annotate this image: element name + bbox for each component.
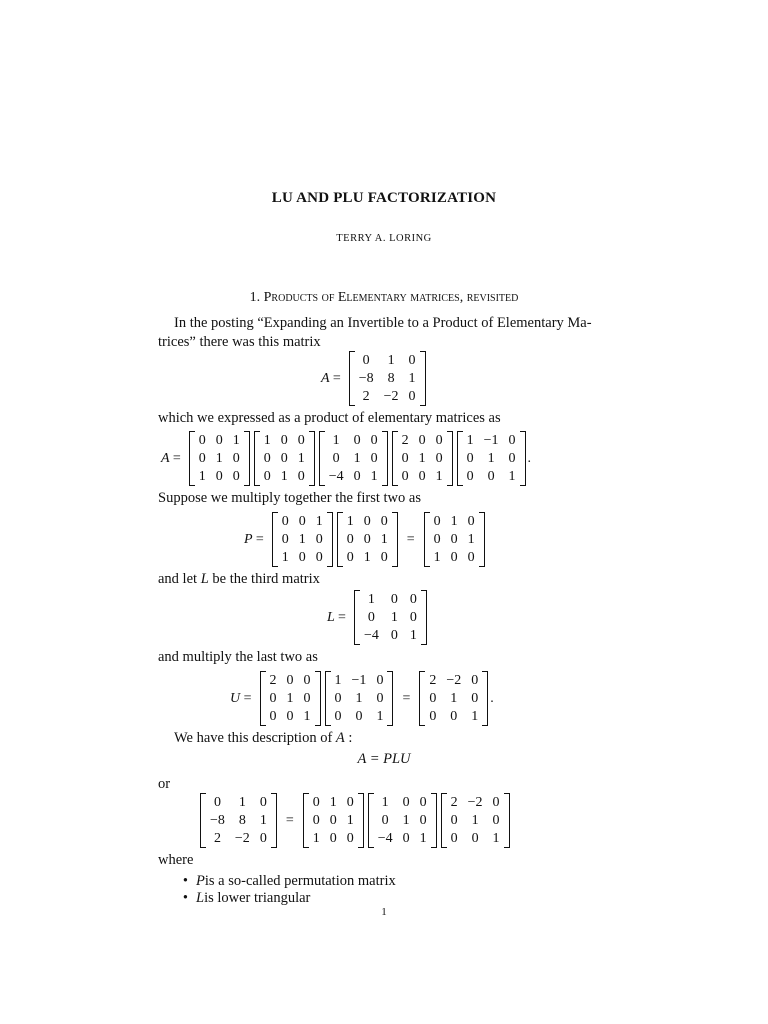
matrix-entry: 1 (387, 353, 395, 368)
matrix-entry: −2 (234, 831, 250, 846)
matrix-entry: 1 (450, 691, 458, 706)
matrix-entries (206, 793, 271, 848)
matrix-entry: 1 (312, 831, 320, 846)
matrix-A (200, 793, 277, 848)
matrix-entry: 0 (363, 514, 371, 529)
matrix-E4 (260, 671, 321, 726)
matrix-entry: 0 (367, 610, 375, 625)
matrix-entry: 0 (433, 514, 441, 529)
matrix-entry: 1 (238, 795, 246, 810)
matrix-entry: 0 (332, 451, 340, 466)
matrix-entry: 0 (355, 709, 363, 724)
matrix-entry: 1 (346, 813, 354, 828)
matrix-entries (278, 512, 327, 567)
matrix-entry: 0 (419, 795, 427, 810)
matrix-entry: 1 (492, 831, 500, 846)
equals-sign: = (406, 531, 415, 547)
equation-P (244, 512, 487, 567)
matrix-entry: 1 (232, 433, 240, 448)
matrix-entry: 0 (370, 451, 378, 466)
matrix-entry: 0 (467, 550, 475, 565)
matrix-entry: 1 (409, 628, 417, 643)
matrix-entry: 2 (450, 795, 458, 810)
matrix-entry: 2 (362, 389, 370, 404)
equation-U (230, 671, 494, 726)
matrix-entry: 0 (259, 795, 267, 810)
matrix-entry: −2 (467, 795, 483, 810)
matrix-entry: 0 (213, 795, 221, 810)
matrix-entry: 0 (346, 831, 354, 846)
matrix-entries (355, 351, 420, 406)
matrix-entry: 0 (450, 550, 458, 565)
matrix-entry: 0 (401, 451, 409, 466)
matrix-entry: 1 (418, 451, 426, 466)
matrix-entry: −1 (483, 433, 499, 448)
matrix-entry: 0 (466, 469, 474, 484)
matrix-entry: 1 (303, 709, 311, 724)
matrix-entry: 0 (402, 831, 410, 846)
matrix-entry: 1 (259, 813, 267, 828)
matrix-entry: 0 (280, 451, 288, 466)
matrix-entry: 0 (376, 691, 384, 706)
right-bracket (358, 793, 364, 848)
matrix-entry: 0 (269, 709, 277, 724)
matrix-entry: 0 (363, 532, 371, 547)
matrix-entry: 0 (329, 813, 337, 828)
matrix-entry: 2 (269, 673, 277, 688)
para1-line2: trices” there was this matrix (158, 334, 321, 350)
matrix-entry: −4 (363, 628, 379, 643)
list-item: • P is a so-called permutation matrix (182, 873, 396, 889)
matrix-entries (447, 793, 504, 848)
right-bracket (309, 431, 315, 486)
equation-A-definition (321, 351, 428, 406)
matrix-E3 (319, 431, 388, 486)
matrix-entry: 0 (298, 514, 306, 529)
equation-PLU-full (198, 793, 512, 848)
matrix-entry: 0 (409, 592, 417, 607)
right-bracket (479, 512, 485, 567)
right-bracket (421, 590, 427, 645)
right-bracket (387, 671, 393, 726)
matrix-entry: 0 (471, 673, 479, 688)
matrix-entry: 0 (346, 795, 354, 810)
matrix-entry: 1 (508, 469, 516, 484)
matrix-U (441, 793, 510, 848)
lhs-A: A = (161, 450, 181, 466)
matrix-entry: 1 (376, 709, 384, 724)
right-bracket (244, 431, 250, 486)
matrix-entry: 1 (280, 469, 288, 484)
paper-title: LU AND PLU FACTORIZATION (271, 190, 497, 206)
matrix-entry: 0 (232, 451, 240, 466)
matrix-entry: −8 (210, 813, 225, 828)
matrix-entries (463, 431, 520, 486)
matrix-entry: 0 (508, 451, 516, 466)
section-title: Products of Elementary matrices, revisited (263, 290, 519, 305)
matrix-entry: 0 (281, 532, 289, 547)
matrix-entry: 1 (390, 610, 398, 625)
matrix-entry: 0 (334, 709, 342, 724)
matrix-entry: 0 (263, 451, 271, 466)
equation-L (327, 590, 429, 645)
period: . (490, 690, 494, 706)
matrix-entry: 1 (370, 469, 378, 484)
matrix-entry: 8 (238, 813, 246, 828)
matrix-entry: 1 (367, 592, 375, 607)
matrix-entry: 0 (297, 469, 305, 484)
matrix-entry: 0 (312, 813, 320, 828)
matrix-entry: 0 (435, 451, 443, 466)
equation-A-PLU: A = PLU (357, 751, 411, 767)
matrix-entry: 0 (198, 451, 206, 466)
author-name: TERRY A. LORING (336, 233, 432, 244)
right-bracket (327, 512, 333, 567)
matrix-entry: 0 (286, 673, 294, 688)
matrix-entry: 0 (471, 691, 479, 706)
matrix-entries (309, 793, 358, 848)
matrix-entry: 1 (332, 433, 340, 448)
matrix-entry: 0 (215, 469, 223, 484)
right-bracket (271, 793, 277, 848)
right-bracket (504, 793, 510, 848)
matrix-entry: 0 (353, 469, 361, 484)
matrix-entries (374, 793, 431, 848)
equals-sign: = (402, 690, 411, 706)
matrix-entry: 1 (198, 469, 206, 484)
matrix-entry: 0 (303, 673, 311, 688)
matrix-entry: 1 (435, 469, 443, 484)
matrix-entry: 0 (232, 469, 240, 484)
matrix-entry: 1 (355, 691, 363, 706)
matrix-E2 (337, 512, 398, 567)
matrix-entry: 1 (363, 550, 371, 565)
matrix-P (303, 793, 364, 848)
matrix-entries (260, 431, 309, 486)
matrix-entry: −4 (377, 831, 393, 846)
matrix-entry: 0 (286, 709, 294, 724)
matrix-entries (425, 671, 482, 726)
matrix-L (354, 590, 427, 645)
matrix-E5 (457, 431, 526, 486)
matrix-entry: 1 (381, 795, 389, 810)
matrix-E1 (272, 512, 333, 567)
matrix-E2 (254, 431, 315, 486)
list-item: • L is lower triangular (182, 890, 311, 906)
lhs-U: U = (230, 690, 252, 706)
equation-A-product (161, 431, 531, 486)
matrix-entry: 1 (329, 795, 337, 810)
matrix-entry: 0 (487, 469, 495, 484)
matrix-entry: 0 (281, 514, 289, 529)
matrix-entry: 1 (471, 813, 479, 828)
matrix-entry: 1 (450, 514, 458, 529)
matrix-entry: 1 (467, 532, 475, 547)
matrix-entry: 0 (508, 433, 516, 448)
matrix-entry: 0 (450, 831, 458, 846)
matrix-entry: 1 (263, 433, 271, 448)
text-suppose: Suppose we multiply together the first two as (158, 490, 421, 506)
matrix-entry: 1 (297, 451, 305, 466)
matrix-entry: 0 (303, 691, 311, 706)
section-heading (0, 290, 768, 306)
matrix-E5 (325, 671, 394, 726)
matrix-entry: 1 (346, 514, 354, 529)
matrix-entries (398, 431, 447, 486)
matrix-entry: 0 (346, 550, 354, 565)
period: . (527, 450, 532, 466)
matrix-entry: 0 (418, 469, 426, 484)
matrix-entry: 1 (466, 433, 474, 448)
matrix-entry: 1 (408, 371, 416, 386)
matrix-entries (360, 590, 421, 645)
matrix-entry: 0 (198, 433, 206, 448)
lhs-P: P = (244, 531, 264, 547)
lhs-A: A = (321, 370, 341, 386)
matrix-entry: 1 (281, 550, 289, 565)
matrix-entry: 0 (376, 673, 384, 688)
equals-sign: = (285, 812, 294, 828)
matrix-entry: 0 (433, 532, 441, 547)
matrix-entry: 1 (419, 831, 427, 846)
matrix-entry: 0 (429, 691, 437, 706)
right-bracket (431, 793, 437, 848)
matrix-entry: 1 (471, 709, 479, 724)
matrix-entry: 0 (269, 691, 277, 706)
matrix-entries (343, 512, 392, 567)
matrix-entry: 0 (280, 433, 288, 448)
bullet-list (158, 873, 396, 907)
matrix-entry: 1 (215, 451, 223, 466)
matrix-entry: 2 (401, 433, 409, 448)
right-bracket (420, 351, 426, 406)
matrix-entry: 0 (315, 550, 323, 565)
matrix-entry: 1 (286, 691, 294, 706)
matrix-entry: 0 (380, 550, 388, 565)
text-or: or (158, 776, 171, 792)
matrix-P (424, 512, 485, 567)
right-bracket (315, 671, 321, 726)
matrix-L (368, 793, 437, 848)
matrix-entry: 1 (380, 532, 388, 547)
page-number: 1 (381, 906, 387, 918)
matrix-entries (195, 431, 244, 486)
matrix-entry: 0 (450, 532, 458, 547)
matrix-entry: 0 (419, 813, 427, 828)
matrix-entry: 0 (492, 795, 500, 810)
matrix-entry: 2 (429, 673, 437, 688)
text-let-L: and let L be the third matrix (158, 571, 320, 587)
matrix-entry: 0 (467, 514, 475, 529)
section-number: 1. (249, 290, 261, 305)
lhs-L: L = (327, 609, 346, 625)
matrix-entry: 0 (418, 433, 426, 448)
matrix-entry: 0 (346, 532, 354, 547)
matrix-entry: 0 (408, 389, 416, 404)
matrix-entry: 0 (370, 433, 378, 448)
matrix-entry: −4 (328, 469, 344, 484)
matrix-entry: 0 (263, 469, 271, 484)
matrix-U (419, 671, 488, 726)
matrix-entry: 0 (297, 433, 305, 448)
matrix-entry: 2 (213, 831, 221, 846)
matrix-entry: 0 (329, 831, 337, 846)
matrix-entry: 0 (466, 451, 474, 466)
matrix-entry: 8 (387, 371, 395, 386)
matrix-A (349, 351, 426, 406)
matrix-entry: 0 (380, 514, 388, 529)
matrix-entry: 0 (312, 795, 320, 810)
matrix-entry: 0 (435, 433, 443, 448)
matrix-entry: 0 (409, 610, 417, 625)
matrix-entry: 0 (450, 709, 458, 724)
matrix-entry: 0 (315, 532, 323, 547)
text-expressed: which we expressed as a product of elementary matrices as (158, 410, 501, 426)
matrix-entry: 0 (381, 813, 389, 828)
matrix-entry: 0 (334, 691, 342, 706)
matrix-entry: −8 (358, 371, 374, 386)
matrix-entry: 0 (471, 831, 479, 846)
matrix-entry: −2 (383, 389, 399, 404)
matrix-entry: 0 (362, 353, 370, 368)
matrix-entry: 0 (390, 592, 398, 607)
matrix-entry: −1 (351, 673, 367, 688)
matrix-entry: 1 (334, 673, 342, 688)
matrix-entry: 0 (298, 550, 306, 565)
text-description: We have this description of A : (174, 730, 353, 746)
matrix-entry: 0 (215, 433, 223, 448)
para1-line1: In the posting “Expanding an Invertible to a Product of Elementary Ma- (174, 315, 592, 331)
matrix-entry: 1 (402, 813, 410, 828)
matrix-entry: −2 (446, 673, 462, 688)
matrix-entry: 1 (487, 451, 495, 466)
matrix-entries (266, 671, 315, 726)
matrix-entry: 0 (353, 433, 361, 448)
matrix-entry: 0 (429, 709, 437, 724)
matrix-entry: 1 (433, 550, 441, 565)
matrix-entry: 0 (408, 353, 416, 368)
matrix-entry: 1 (315, 514, 323, 529)
right-bracket (520, 431, 526, 486)
right-bracket (392, 512, 398, 567)
right-bracket (382, 431, 388, 486)
matrix-entries (430, 512, 479, 567)
matrix-entry: 0 (450, 813, 458, 828)
matrix-entry: 1 (298, 532, 306, 547)
matrix-entry: 0 (259, 831, 267, 846)
matrix-entry: 0 (402, 795, 410, 810)
matrix-entry: 0 (401, 469, 409, 484)
matrix-entry: 0 (492, 813, 500, 828)
right-bracket (447, 431, 453, 486)
matrix-entry: 1 (353, 451, 361, 466)
text-where: where (158, 852, 194, 868)
matrix-entry: 0 (390, 628, 398, 643)
matrix-entries (331, 671, 388, 726)
matrix-E1 (189, 431, 250, 486)
matrix-E4 (392, 431, 453, 486)
right-bracket (482, 671, 488, 726)
text-multiply: and multiply the last two as (158, 649, 318, 665)
matrix-entries (325, 431, 382, 486)
